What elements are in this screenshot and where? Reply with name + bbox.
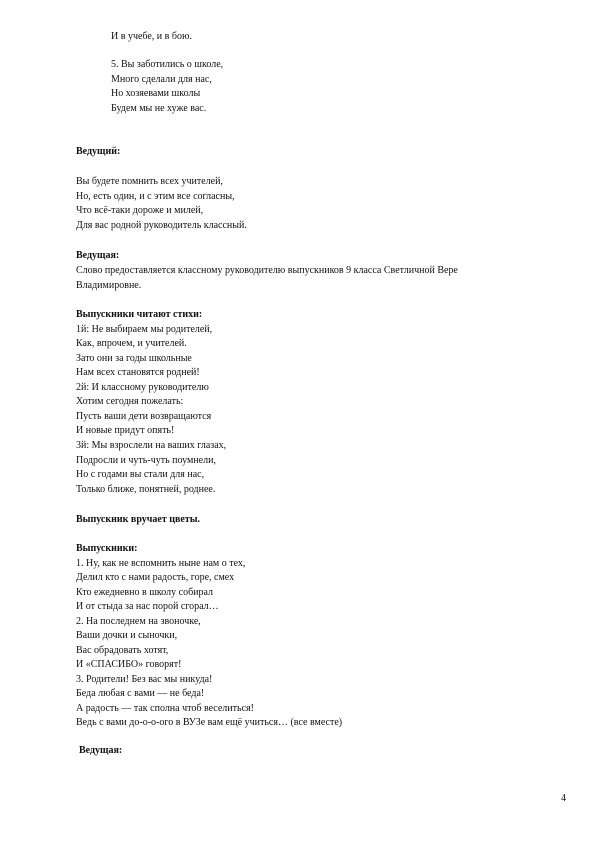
poem-line: И в учебе, и в бою. [111, 31, 192, 42]
poem-line: 1й: Не выбираем мы родителей, [76, 324, 213, 335]
poem-line: Делил кто с нами радость, горе, смех [76, 572, 235, 583]
poem-line: Только ближе, понятней, роднее. [76, 484, 216, 495]
poem-line: Кто ежедневно в школу собирал [76, 587, 214, 598]
poem-line: Хотим сегодня пожелать: [76, 396, 184, 407]
speaker-heading: Выпускники: [76, 543, 138, 554]
poem-line: Вас обрадовать хотят, [76, 645, 169, 656]
poem-line: Много сделали для нас, [111, 74, 212, 85]
poem-line: И «СПАСИБО» говорят! [76, 659, 182, 670]
poem-line: Беда любая с вами — не беда! [76, 688, 205, 699]
poem-line: Но, есть один, и с этим все согласны, [76, 191, 235, 202]
poem-line: Но хозяевами школы [111, 88, 201, 99]
poem-line: Ваши дочки и сыночки, [76, 630, 178, 641]
poem-line: 3. Родители! Без вас мы никуда! [76, 674, 213, 685]
poem-line: Вы будете помнить всех учителей, [76, 176, 223, 187]
poem-line: Зато они за годы школьные [76, 353, 192, 364]
poem-line: И от стыда за нас порой сгорал… [76, 601, 219, 612]
poem-line: Но с годами вы стали для нас, [76, 469, 205, 480]
poem-line: И новые придут опять! [76, 425, 175, 436]
paragraph-line: Владимировне. [76, 280, 142, 291]
poem-line: Пусть ваши дети возвращаются [76, 411, 212, 422]
poem-line: Для вас родной руководитель классный. [76, 220, 247, 231]
poem-line: Нам всех становятся родней! [76, 367, 200, 378]
paragraph-line: Слово предоставляется классному руководителю выпускников 9 класса Светличной Вере [76, 265, 458, 276]
poem-line: Как, впрочем, и учителей. [76, 338, 187, 349]
speaker-heading: Ведущая: [76, 250, 120, 261]
poem-line: 3й: Мы взрослели на ваших глазах, [76, 440, 227, 451]
poem-line: 2. На последнем на звоночке, [76, 616, 201, 627]
poem-line: 5. Вы заботились о школе, [111, 59, 224, 70]
page-number: 4 [561, 793, 566, 804]
poem-line: А радость — так сполна чтоб веселиться! [76, 703, 254, 714]
speaker-heading: Ведущий: [76, 146, 121, 157]
poem-line: Подросли и чуть-чуть поумнели, [76, 455, 216, 466]
poem-line: Что всё-таки дороже и милей, [76, 205, 204, 216]
poem-line: 2й: И классному руководителю [76, 382, 209, 393]
poem-line: Ведь с вами до-о-о-ого в ВУЗе вам ещё учиться… (все вместе) [76, 717, 343, 728]
stage-direction: Выпускник вручает цветы. [76, 514, 201, 525]
speaker-heading: Ведущая: [79, 745, 123, 756]
speaker-heading: Выпускники читают стихи: [76, 309, 203, 320]
poem-line: Будем мы не хуже вас. [111, 103, 207, 114]
poem-line: 1. Ну, как не вспомнить ныне нам о тех, [76, 558, 246, 569]
